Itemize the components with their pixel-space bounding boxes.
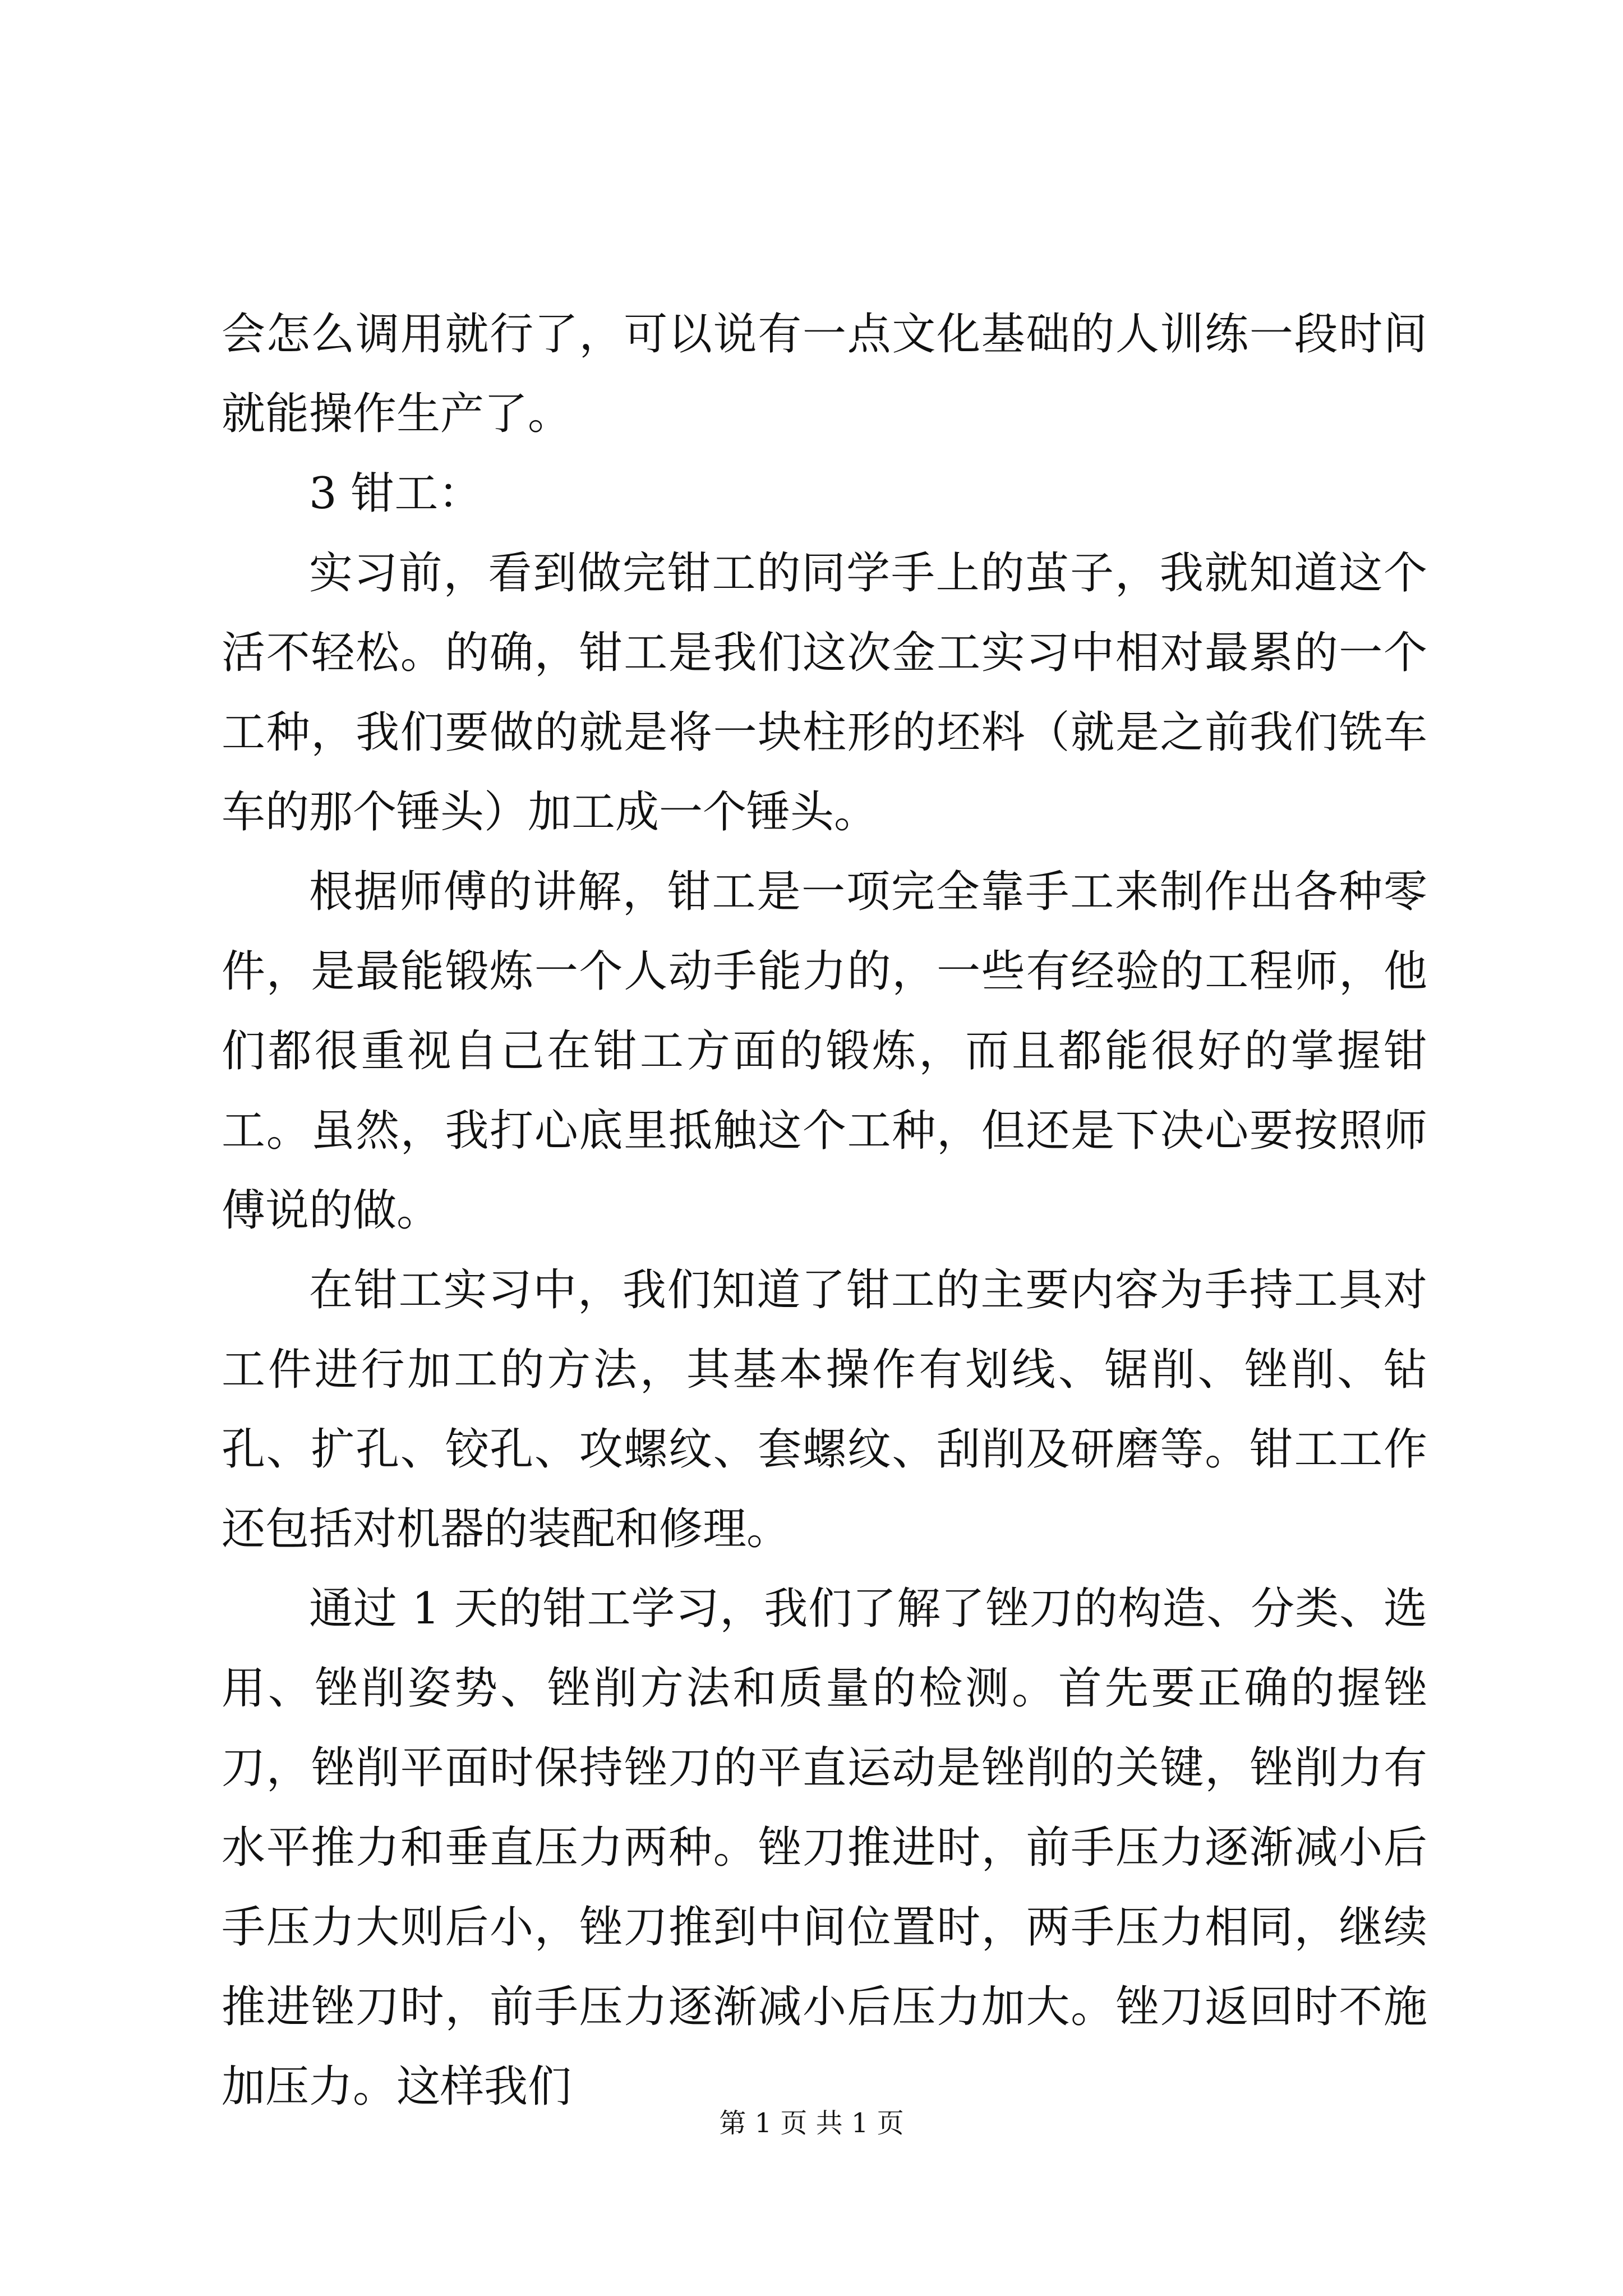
paragraph-6: 通过 1 天的钳工学习，我们了解了锉刀的构造、分类、选用、锉削姿势、锉削方法和质量的检测。首先要正确的握锉刀，锉削平面时保持锉刀的平直运动是锉削的关键，锉削力有水平推力和垂直压力两种。锉刀推进时，前手压力逐渐减小后手压力大则后小，锉刀推到中间位置时，两手压力相同，继续推进锉刀时，前手压力逐渐减小后压力加大。锉刀返回时不施加压力。这样我们 (222, 1584, 1427, 2112)
document-body (222, 295, 1427, 2127)
paragraph-5: 在钳工实习中，我们知道了钳工的主要内容为手持工具对工件进行加工的方法，其基本操作有划线、锯削、锉削、钻孔、扩孔、铰孔、攻螺纹、套螺纹、刮削及研磨等。钳工工作还包括对机器的装配和修理。 (222, 1265, 1427, 1554)
paragraph-4: 根据师傅的讲解，钳工是一项完全靠手工来制作出各种零件，是最能锻炼一个人动手能力的，一些有经验的工程师，他们都很重视自己在钳工方面的锻炼，而且都能很好的掌握钳工。虽然，我打心底里抵触这个工种，但还是下决心要按照师傅说的做。 (222, 867, 1427, 1236)
paragraph-3: 实习前，看到做完钳工的同学手上的茧子，我就知道这个活不轻松。的确，钳工是我们这次金工实习中相对最累的一个工种，我们要做的就是将一块柱形的坯料（就是之前我们铣车车的那个锤头）加工成一个锤头。 (222, 548, 1427, 838)
page-footer (0, 2106, 1623, 2140)
section-heading-fitter: 3 钳工： (309, 468, 482, 519)
page-number-label: 第 1 页 共 1 页 (719, 2108, 904, 2139)
paragraph-1: 会怎么调用就行了，可以说有一点文化基础的人训练一段时间就能操作生产了。 (222, 309, 1427, 439)
